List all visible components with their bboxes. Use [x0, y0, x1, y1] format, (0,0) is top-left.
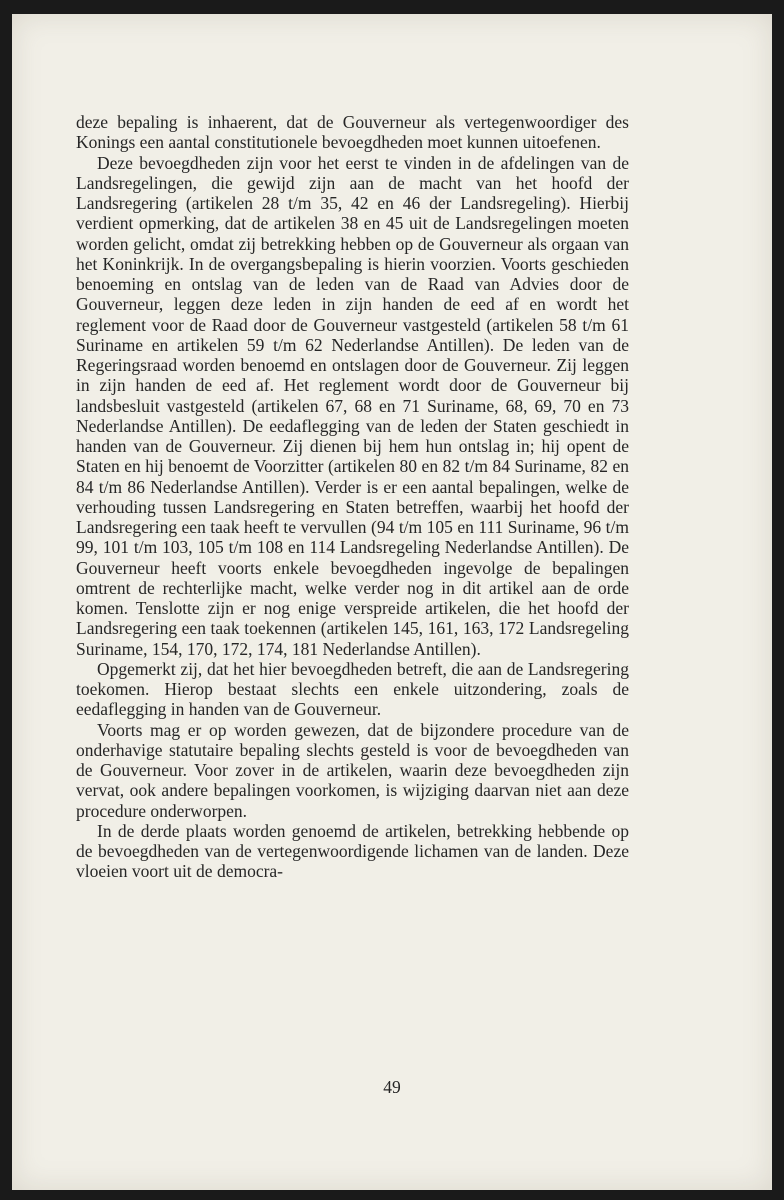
- paragraph-1: deze bepaling is inhaerent, dat de Gouverneur als vertegenwoordiger des Konings een aantal constitutionele bevoegdheden moet kunnen uitoefenen.: [76, 112, 629, 153]
- page-number: 49: [383, 1077, 401, 1097]
- paragraph-3: Opgemerkt zij, dat het hier bevoegdheden betreft, die aan de Landsregering toekomen. Hierop bestaat slechts een enkele uitzondering, zoals de eedaflegging in handen van de Gouverneur.: [76, 658, 629, 720]
- document-page: [12, 14, 772, 1190]
- body-text: [76, 112, 629, 882]
- paragraph-2: Deze bevoegdheden zijn voor het eerst te vinden in de afdelingen van de Landsregelingen, die gewijd zijn aan de macht van het hoofd der Landsregering (artikelen 28 t/m 35, 42 en 46 der Landsregeling). Hierbij verdient opmerking, dat de artikelen 38 en 45 uit de Landsregelingen moeten worden gelicht, omdat zij betrekking hebben op de Gouverneur als orgaan van het Koninkrijk. In de overgangsbepaling is hierin voorzien. Voorts geschieden benoeming en ontslag van de leden van de Raad van Advies door de Gouverneur, leggen deze leden in zijn handen de eed af en wordt het reglement voor de Raad door de Gouverneur vastgesteld (artikelen 58 t/m 61 Suriname en artikelen 59 t/m 62 Nederlandse Antillen). De leden van de Regeringsraad worden benoemd en ontslagen door de Gouverneur. Zij leggen in zijn handen de eed af. Het reglement wordt door de Gouverneur bij landsbesluit vastgesteld (artikelen 67, 68 en 71 Suriname, 68, 69, 70 en 73 Nederlandse Antillen). De eedaflegging van de leden der Staten geschiedt in handen van de Gouverneur. Zij dienen bij hem hun ontslag in; hij opent de Staten en hij benoemt de Voorzitter (artikelen 80 en 82 t/m 84 Suriname, 82 en 84 t/m 86 Nederlandse Antillen). Verder is er een aantal bepalingen, welke de verhouding tussen Landsregering en Staten betreffen, waarbij het hoofd der Landsregering een taak heeft te vervullen (94 t/m 105 en 111 Suriname, 96 t/m 99, 101 t/m 103, 105 t/m 108 en 114 Landsregeling Nederlandse Antillen). De Gouverneur heeft voorts enkele bevoegdheden ingevolge de bepalingen omtrent de rechterlijke macht, welke verder nog in dit artikel aan de orde komen. Tenslotte zijn er nog enige verspreide artikelen, die het hoofd der Landsregering een taak toekennen (artikelen 145, 161, 163, 172 Landsregeling Suriname, 154, 170, 172, 174, 181 Nederlandse Antillen).: [76, 152, 629, 659]
- paragraph-4: Voorts mag er op worden gewezen, dat de bijzondere procedure van de onderhavige statutaire bepaling slechts gesteld is voor de bevoegdheden van de Gouverneur. Voor zover in de artikelen, waarin deze bevoegdheden zijn vervat, ook andere bepalingen voorkomen, is wijziging daarvan niet aan deze procedure onderworpen.: [76, 719, 629, 821]
- paragraph-5: In de derde plaats worden genoemd de artikelen, betrekking hebbende op de bevoegdheden van de vertegenwoordigende lichamen van de landen. Deze vloeien voort uit de democra-: [76, 820, 629, 882]
